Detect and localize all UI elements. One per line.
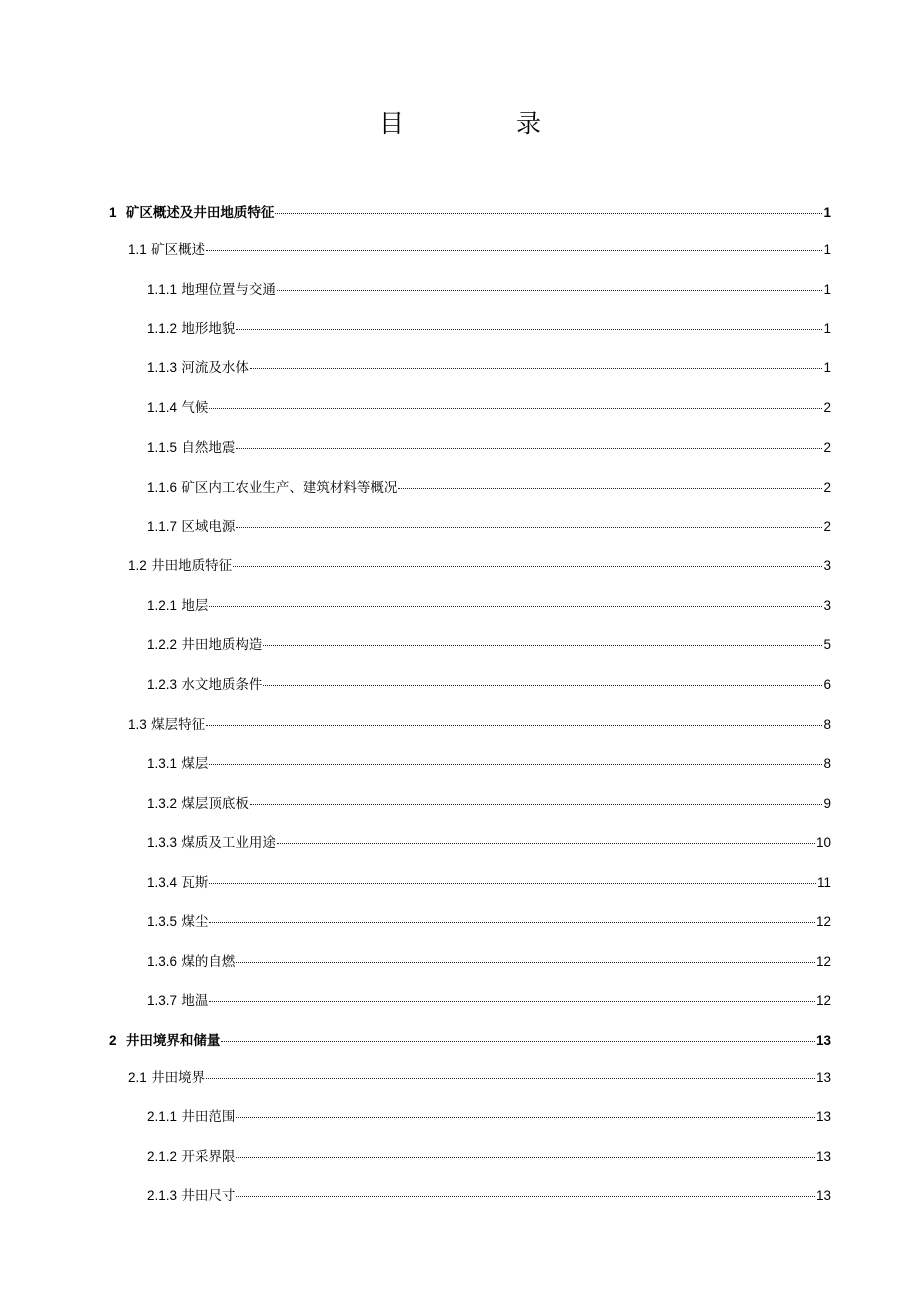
toc-entry-number: 1.3.6 [147,954,178,969]
toc-entry-text: 地层 [181,598,209,614]
dot-leader [209,1000,815,1002]
toc-entry-label [109,1031,220,1051]
dot-leader [209,882,816,884]
toc-entry-number: 1.1.6 [147,480,178,495]
toc-entry-number: 2 [109,1033,117,1048]
toc-entry[interactable] [147,1147,831,1167]
dot-leader [236,526,822,528]
toc-entry-page-number: 2 [823,440,831,455]
toc-entry-text: 水文地质条件 [181,677,263,693]
dot-leader [206,1077,815,1079]
dot-leader [275,212,822,214]
toc-entry[interactable] [147,319,831,339]
toc-entry[interactable] [147,991,831,1011]
toc-entry-label [147,833,276,853]
dot-leader [277,289,823,291]
toc-entry-text: 矿区概述及井田地质特征 [125,205,275,221]
toc-entry-text: 地理位置与交通 [181,282,276,298]
toc-entry-page-number: 13 [815,1109,831,1124]
toc-entry-label [147,517,235,537]
toc-entry-number: 1.2.2 [147,637,178,652]
toc-entry-page-number: 2 [823,400,831,415]
toc-entry-label [147,438,235,458]
toc-entry-label [147,952,235,972]
toc-entry-page-number: 9 [823,796,831,811]
toc-entry[interactable] [147,280,831,300]
toc-entry-page-number: 1 [823,205,831,220]
toc-entry-page-number: 1 [823,282,831,297]
toc-entry-page-number: 2 [823,519,831,534]
dot-leader [236,1156,815,1158]
dot-leader [250,367,823,369]
dot-leader [277,842,815,844]
toc-entry-page-number: 1 [823,360,831,375]
toc-entry-number: 1.1.7 [147,519,178,534]
toc-entry-number: 1.3 [128,717,147,732]
toc-entry-number: 2.1.1 [147,1109,178,1124]
toc-entry-number: 1.3.1 [147,756,178,771]
toc-entry-label [147,794,249,814]
toc-entry-text: 煤层 [181,756,209,772]
toc-entry-number: 1.1.3 [147,360,178,375]
toc-entry-text: 地温 [181,993,209,1009]
toc-entry-number: 2.1.2 [147,1149,178,1164]
toc-entry[interactable] [147,754,831,774]
toc-entry-number: 1.2.3 [147,677,178,692]
toc-entry[interactable] [147,596,831,616]
toc-entry[interactable] [128,1068,831,1088]
dot-leader [398,487,822,489]
toc-entry[interactable] [147,398,831,418]
toc-entry-label [147,398,208,418]
toc-entry[interactable] [147,1186,831,1206]
toc-entry-number: 1.3.2 [147,796,178,811]
dot-leader [236,1116,815,1118]
toc-entry-number: 2.1 [128,1070,147,1085]
toc-entry-text: 气候 [181,400,209,416]
toc-entry[interactable] [147,438,831,458]
toc-entry[interactable] [147,635,831,655]
dot-leader [236,961,815,963]
toc-entry-text: 煤层特征 [151,717,206,733]
toc-entry-text: 煤层顶底板 [181,796,249,812]
toc-entry-page-number: 12 [815,954,831,969]
toc-entry-label [147,1186,235,1206]
toc-entry[interactable] [147,873,831,893]
toc-entry-text: 地形地貌 [181,321,236,337]
dot-leader [263,684,822,686]
toc-entry-text: 瓦斯 [181,875,209,891]
toc-entry-number: 2.1.3 [147,1188,178,1203]
toc-entry-label [147,912,208,932]
toc-entry-number: 1.2.1 [147,598,178,613]
toc-entry[interactable] [128,556,831,576]
toc-entry[interactable] [147,675,831,695]
toc-entry-text: 井田范围 [181,1109,236,1125]
toc-entry-page-number: 8 [823,717,831,732]
toc-entry[interactable] [147,952,831,972]
toc-entry-page-number: 13 [815,1149,831,1164]
toc-entry-label [147,873,208,893]
toc-entry[interactable] [109,1031,831,1051]
dot-leader [206,249,822,251]
toc-entry-label [147,596,208,616]
toc-entry-label [128,556,232,576]
toc-entry-number: 1.3.7 [147,993,178,1008]
dot-leader [236,1195,815,1197]
toc-entry-label [109,203,274,223]
toc-entry-label [147,478,397,498]
toc-entry-number: 1.1.5 [147,440,178,455]
dot-leader [250,803,823,805]
toc-entry-page-number: 13 [815,1033,831,1048]
dot-leader [206,724,822,726]
toc-entry[interactable] [147,517,831,537]
toc-entry-label [147,319,235,339]
toc-entry-page-number: 12 [815,914,831,929]
dot-leader [221,1040,815,1042]
dot-leader [209,921,815,923]
toc-entry-page-number: 3 [823,558,831,573]
toc-entry-page-number: 10 [815,835,831,850]
toc-entry-label [128,1068,205,1088]
toc-entry-page-number: 3 [823,598,831,613]
toc-entry-label [147,754,208,774]
toc-entry-text: 井田尺寸 [181,1188,236,1204]
dot-leader [263,644,822,646]
toc-entry-text: 井田境界 [151,1070,206,1086]
toc-entry-number: 1.3.4 [147,875,178,890]
toc-entry-text: 井田地质构造 [181,637,263,653]
toc-entry-label [128,240,205,260]
dot-leader [236,328,822,330]
dot-leader [233,565,822,567]
toc-entry-text: 井田境界和储量 [125,1033,221,1049]
toc-entry-label [147,1147,235,1167]
toc-entry-text: 矿区内工农业生产、建筑材料等概况 [181,480,398,496]
dot-leader [236,447,822,449]
toc-entry-label [147,635,262,655]
toc-entry[interactable] [147,833,831,853]
toc-entry-label [147,280,276,300]
toc-entry-text: 煤质及工业用途 [181,835,276,851]
toc-entry-label [147,1107,235,1127]
toc-entry-label [128,715,205,735]
toc-entry-label [147,358,249,378]
toc-entry-label [147,991,208,1011]
toc-entry-number: 1.1.4 [147,400,178,415]
toc-entry-page-number: 13 [815,1188,831,1203]
toc-entry-text: 矿区概述 [151,242,206,258]
toc-entry-page-number: 13 [815,1070,831,1085]
toc-entry[interactable] [128,240,831,260]
toc-entry[interactable] [147,794,831,814]
toc-entry[interactable] [128,715,831,735]
dot-leader [209,763,822,765]
toc-entry-text: 区域电源 [181,519,236,535]
toc-entry-number: 1.3.3 [147,835,178,850]
toc-entry-number: 1.1 [128,242,147,257]
toc-entry-text: 自然地震 [181,440,236,456]
toc-entry[interactable] [147,358,831,378]
toc-entry-number: 1.1.2 [147,321,178,336]
toc-entry[interactable] [147,1107,831,1127]
toc-entry-text: 井田地质特征 [151,558,233,574]
toc-entry-page-number: 1 [823,242,831,257]
toc-entry-label [147,675,262,695]
toc-entry[interactable] [147,478,831,498]
toc-title: 目 录 [379,109,593,138]
toc-entry-text: 河流及水体 [181,360,249,376]
toc-entry-number: 1.3.5 [147,914,178,929]
dot-leader [209,407,822,409]
toc-entry-page-number: 6 [823,677,831,692]
toc-entry-page-number: 11 [816,875,831,890]
toc-entry-page-number: 1 [823,321,831,336]
toc-entry[interactable] [147,912,831,932]
toc-entry-page-number: 2 [823,480,831,495]
toc-entry-page-number: 5 [823,637,831,652]
toc-entry-text: 开采界限 [181,1149,236,1165]
toc-entry-text: 煤的自燃 [181,954,236,970]
toc-entry-text: 煤尘 [181,914,209,930]
toc-entry-page-number: 12 [815,993,831,1008]
toc-entry-number: 1.1.1 [147,282,178,297]
toc-entry-number: 1.2 [128,558,147,573]
toc-entry[interactable] [109,203,831,223]
toc-entry-number: 1 [109,205,117,220]
dot-leader [209,605,822,607]
toc-entry-page-number: 8 [823,756,831,771]
